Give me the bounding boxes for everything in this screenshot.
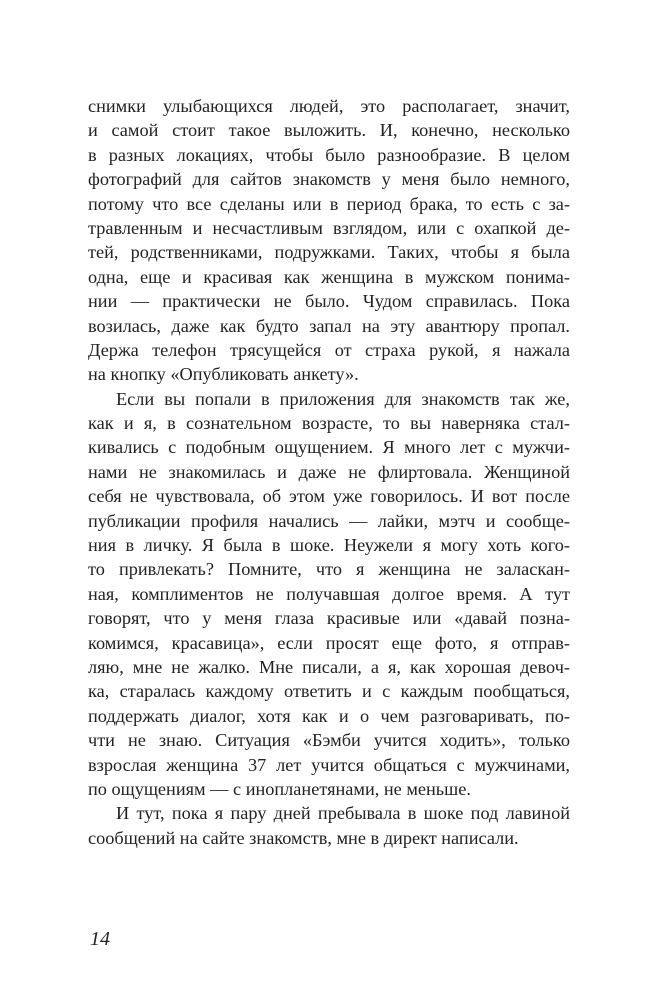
text-line: фотографий для сайтов знакомств у меня было немного,	[88, 169, 570, 190]
text-line: на кнопку «Опубликовать анкету».	[88, 364, 359, 385]
text-line: как и я, в сознательном возрасте, то вы наверняка стал-	[88, 413, 570, 434]
text-line: ка, старалась каждому ответить и с каждым пообщаться,	[88, 681, 570, 702]
text-line: в разных локациях, чтобы было разнообразие. В целом	[88, 144, 570, 165]
text-line: травленным и несчастливым взглядом, или с охапкой де-	[88, 217, 570, 238]
text-line: нами не знакомилась и даже не флиртовала. Женщиной	[88, 461, 570, 482]
text-line: ния в личку. Я была в шоке. Неужели я могу хоть кого-	[88, 535, 570, 556]
text-line: себя не чувствовала, об этом уже говорилось. И вот после	[88, 486, 570, 507]
text-line: нии — практически не было. Чудом справилась. Пока	[88, 291, 570, 312]
text-line: поддержать диалог, хотя как и о чем разговаривать, по-	[88, 705, 570, 726]
text-line: Держа телефон трясущейся от страха рукой, я нажала	[88, 339, 570, 360]
text-line: Если вы попали в приложения для знакомств так же,	[116, 388, 570, 409]
text-line: кивались с подобным ощущением. Я много лет с мужчи-	[88, 437, 570, 458]
text-line: потому что все сделаны или в период брака, то есть с за-	[88, 193, 570, 214]
text-line: ляю, мне не жалко. Мне писали, а я, как хорошая девоч-	[88, 656, 570, 677]
text-line: и самой стоит такое выложить. И, конечно, несколько	[88, 120, 570, 141]
page-number: 14	[90, 928, 110, 950]
text-line: говорят, что у меня глаза красивые или «давай позна-	[88, 608, 570, 629]
text-line: комимся, красавица», если просят еще фото, я отправ-	[88, 632, 570, 653]
text-line: публикации профиля начались — лайки, мэтч и сообще-	[88, 510, 570, 531]
text-line: то привлекать? Помните, что я женщина не заласкан-	[88, 559, 570, 580]
text-line: сообщений на сайте знакомств, мне в директ написали.	[88, 827, 519, 848]
text-line: ная, комплиментов не получавшая долгое время. А тут	[88, 583, 570, 604]
text-line: одна, еще и красивая как женщина в мужском понима-	[88, 266, 570, 287]
text-line: тей, родственниками, подружками. Таких, чтобы я была	[88, 242, 570, 263]
body-text	[88, 94, 570, 850]
text-line: И тут, пока я пару дней пребывала в шоке под лавиной	[116, 803, 570, 824]
text-line: снимки улыбающихся людей, это располагает, значит,	[88, 96, 570, 116]
paragraph	[88, 387, 570, 802]
text-line: возилась, даже как будто запал на эту авантюру пропал.	[88, 315, 570, 336]
text-line: взрослая женщина 37 лет учится общаться с мужчинами,	[88, 754, 570, 775]
paragraph	[88, 801, 570, 850]
text-line: по ощущениям — с инопланетянами, не меньше.	[88, 778, 471, 799]
text-line: чти не знаю. Ситуация «Бэмби учится ходить», только	[88, 730, 570, 751]
paragraph	[88, 94, 570, 387]
